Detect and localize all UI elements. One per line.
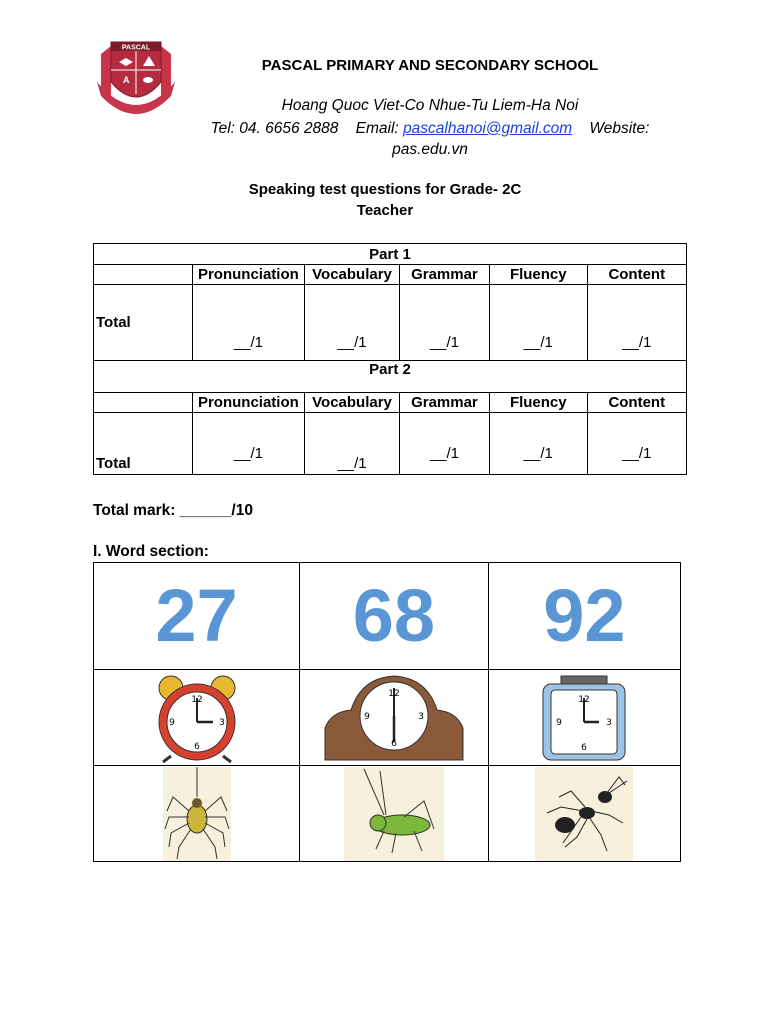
email-link[interactable]: pascalhanoi@gmail.com	[403, 120, 573, 137]
svg-text:12: 12	[388, 688, 400, 699]
svg-text:9: 9	[168, 717, 175, 728]
score-cell[interactable]: __/1	[305, 285, 400, 361]
col-fluency: Fluency	[490, 393, 588, 413]
col-pronunciation: Pronunciation	[192, 393, 305, 413]
word-section-table	[93, 562, 681, 862]
total-mark: Total mark: ______/10	[93, 502, 253, 519]
picture-cell	[94, 766, 300, 862]
score-cell[interactable]: __/1	[399, 285, 489, 361]
test-subtitle: Teacher	[356, 202, 414, 219]
svg-text:6: 6	[391, 738, 397, 749]
picture-cell	[300, 670, 489, 766]
svg-text:6: 6	[193, 741, 200, 752]
svg-text:6: 6	[581, 742, 588, 753]
email-label: Email:	[355, 120, 399, 137]
col-vocabulary: Vocabulary	[305, 265, 400, 285]
col-content: Content	[587, 393, 686, 413]
svg-text:3: 3	[418, 711, 424, 722]
grasshopper-icon	[344, 767, 444, 861]
number-92: 92	[543, 574, 626, 657]
number-cell	[488, 563, 680, 670]
tel: Tel: 04. 6656 2888	[210, 120, 339, 137]
score-cell[interactable]: __/1	[587, 413, 686, 475]
svg-text:9: 9	[364, 711, 370, 722]
school-name: PASCAL PRIMARY AND SECONDARY SCHOOL	[261, 57, 599, 74]
spider-icon	[163, 767, 231, 861]
score-cell[interactable]: __/1	[192, 285, 305, 361]
score-cell[interactable]: __/1	[587, 285, 686, 361]
number-27: 27	[155, 574, 238, 657]
total-label: Total	[94, 413, 193, 475]
square-clock-icon	[539, 672, 629, 764]
part-1-heading: Part 1	[94, 244, 687, 265]
svg-text:12: 12	[578, 694, 591, 705]
test-title: Speaking test questions for Grade- 2C	[248, 181, 522, 198]
number-cell	[300, 563, 489, 670]
picture-cell	[488, 766, 680, 862]
col-grammar: Grammar	[399, 393, 489, 413]
school-logo	[93, 36, 179, 116]
picture-cell	[488, 670, 680, 766]
total-label: Total	[94, 285, 193, 361]
score-table	[93, 243, 687, 475]
score-cell[interactable]: __/1	[490, 285, 588, 361]
picture-cell	[94, 670, 300, 766]
blank-cell	[94, 265, 193, 285]
col-pronunciation: Pronunciation	[192, 265, 305, 285]
svg-text:PASCAL: PASCAL	[121, 44, 151, 52]
score-cell[interactable]: __/1	[490, 413, 588, 475]
word-section-heading: I. Word section:	[93, 543, 209, 560]
blank-cell	[94, 393, 193, 413]
school-address: Hoang Quoc Viet-Co Nhue-Tu Liem-Ha Noi	[281, 97, 579, 114]
svg-text:A: A	[123, 75, 130, 85]
picture-cell	[300, 766, 489, 862]
contact-info	[180, 118, 680, 160]
ant-icon	[535, 767, 633, 861]
svg-text:12: 12	[190, 694, 203, 705]
website: pas.edu.vn	[392, 141, 468, 158]
col-fluency: Fluency	[490, 265, 588, 285]
score-cell[interactable]: __/1	[399, 413, 489, 475]
col-grammar: Grammar	[399, 265, 489, 285]
mantel-clock-icon	[321, 672, 467, 764]
number-68: 68	[352, 574, 436, 657]
svg-text:9: 9	[556, 717, 563, 728]
svg-text:3: 3	[606, 717, 613, 728]
score-cell[interactable]: __/1	[192, 413, 305, 475]
svg-text:3: 3	[218, 717, 225, 728]
alarm-clock-icon	[149, 672, 245, 764]
col-vocabulary: Vocabulary	[305, 393, 400, 413]
website-label: Website:	[589, 120, 650, 137]
col-content: Content	[587, 265, 686, 285]
score-cell[interactable]: __/1	[305, 413, 400, 475]
part-2-heading: Part 2	[94, 361, 687, 393]
number-cell	[94, 563, 300, 670]
